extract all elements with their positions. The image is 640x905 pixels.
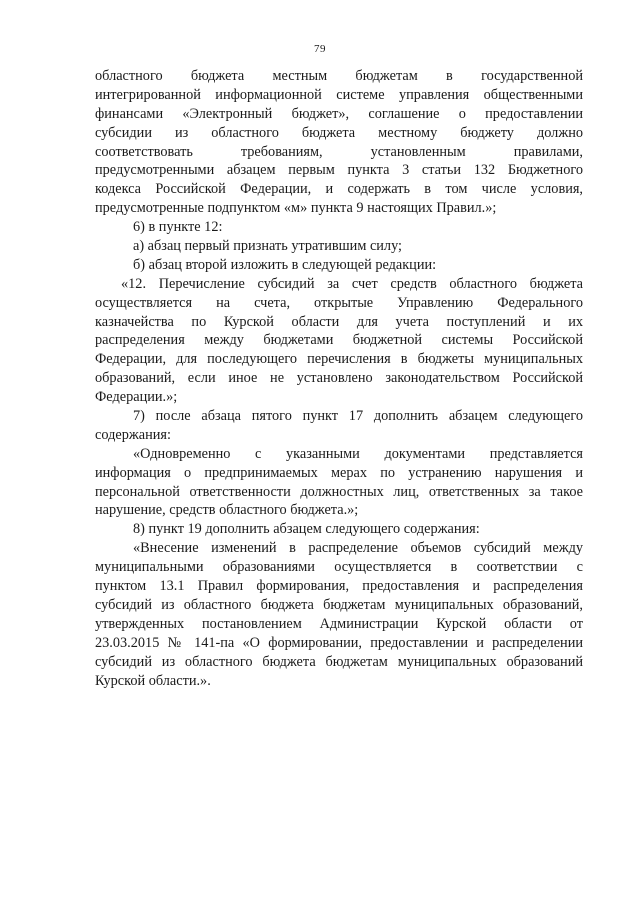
- text-line: Курской области.».: [95, 672, 211, 689]
- text-line: нарушение, средств областного бюджета.»;: [95, 502, 359, 519]
- text-line: Федерации, для последующего перечисления в бюджеты муниципальных: [95, 351, 583, 368]
- text-line: субсидии из областного бюджета местному бюджету должно: [95, 124, 583, 141]
- text-line: 7) после абзаца пятого пункт 17 дополнить абзацем следующего: [133, 408, 583, 425]
- text-line: образований, если иное не установлено законодательством Российской: [95, 370, 583, 387]
- text-line: информация о предпринимаемых мерах по устранению нарушения и: [95, 464, 583, 481]
- text-line: субсидий из областного бюджета бюджетам муниципальных образований,: [95, 596, 583, 613]
- text-line: 8) пункт 19 дополнить абзацем следующего содержания:: [133, 521, 480, 538]
- text-line: а) абзац первый признать утратившим силу;: [133, 238, 403, 255]
- text-line: финансами «Электронный бюджет», соглашение о предоставлении: [95, 105, 583, 122]
- text-line: предусмотренными абзацем первым пункта 3 статьи 132 Бюджетного: [95, 162, 583, 179]
- text-line: 23.03.2015 № 141-па «О формировании, предоставлении и распределении: [95, 634, 583, 651]
- text-line: Федерации.»;: [95, 389, 178, 406]
- text-line: персональной ответственности должностных лиц, ответственных за такое: [95, 483, 583, 500]
- document-body: [95, 67, 583, 690]
- text-line: интегрированной информационной системе управления общественными: [95, 86, 583, 103]
- text-line: предусмотренные подпунктом «м» пункта 9 настоящих Правил.»;: [95, 200, 497, 217]
- text-line: «Внесение изменений в распределение объемов субсидий между: [133, 540, 583, 557]
- text-line: субсидий из областного бюджета бюджетам муниципальных образований: [95, 653, 583, 670]
- text-line: областного бюджета местным бюджетам в государственной: [95, 68, 583, 84]
- text-line: кодекса Российской Федерации, и содержать в том числе условия,: [95, 181, 583, 198]
- text-line: «12. Перечисление субсидий за счет средств областного бюджета: [121, 275, 583, 292]
- text-line: казначейства по Курской области для учета поступлений и их: [95, 313, 583, 330]
- text-line: муниципальными образованиями осуществляется в соответствии с: [95, 559, 583, 576]
- text-line: содержания:: [95, 426, 171, 443]
- text-line: соответствовать требованиям, установленным правилами,: [95, 143, 583, 160]
- text-line: 6) в пункте 12:: [133, 219, 223, 236]
- page-number: 79: [314, 43, 326, 55]
- text-line: пунктом 13.1 Правил формирования, предоставления и распределения: [95, 578, 583, 595]
- text-line: распределения между бюджетами бюджетной системы Российской: [95, 332, 583, 349]
- text-line: «Одновременно с указанными документами представляется: [133, 445, 583, 462]
- text-line: утвержденных постановлением Администрации Курской области от: [95, 615, 583, 632]
- text-line: осуществляется на счета, открытые Управлению Федерального: [95, 294, 583, 311]
- text-line: б) абзац второй изложить в следующей редакции:: [133, 256, 437, 273]
